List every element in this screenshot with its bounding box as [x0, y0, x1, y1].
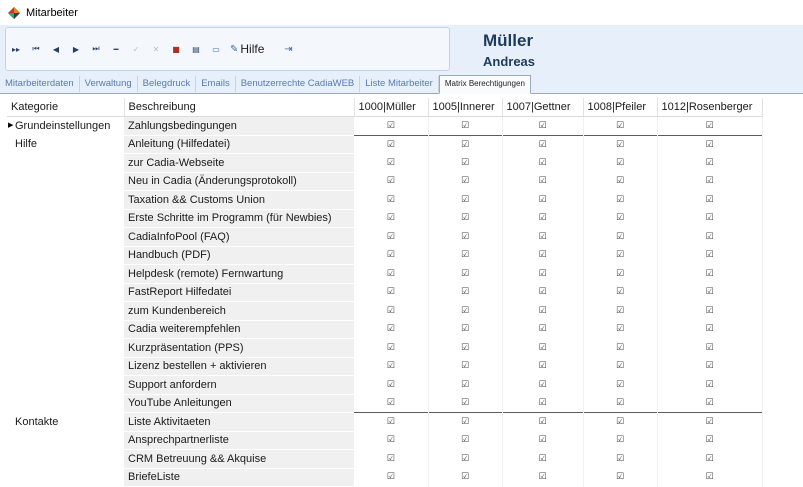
navigator-toolbar [5, 27, 450, 71]
table-row[interactable] [7, 320, 762, 339]
employee-last-name: Müller [483, 31, 534, 50]
description-cell: BriefeListe [124, 468, 354, 487]
permission-checkbox[interactable]: ☑ [502, 450, 583, 469]
permission-checkbox[interactable]: ☑ [657, 431, 762, 450]
permission-checkbox[interactable]: ☑ [354, 154, 428, 173]
permission-checkbox[interactable]: ☑ [657, 265, 762, 284]
permission-checkbox[interactable]: ☑ [657, 357, 762, 376]
permission-checkbox[interactable]: ☑ [428, 376, 502, 395]
permission-checkbox[interactable]: ☑ [502, 302, 583, 321]
permission-checkbox[interactable]: ☑ [583, 154, 657, 173]
table-row[interactable] [7, 339, 762, 358]
permission-checkbox[interactable]: ☑ [583, 246, 657, 265]
category-cell [7, 468, 124, 487]
permission-checkbox[interactable]: ☑ [657, 413, 762, 432]
permission-checkbox[interactable]: ☑ [354, 413, 428, 432]
delete-record-icon[interactable]: ━ [113, 44, 119, 54]
permission-checkbox[interactable]: ☑ [657, 154, 762, 173]
description-cell: Taxation && Customs Union [124, 191, 354, 210]
header-user-1012[interactable]: 1012|Rosenberger [657, 98, 762, 117]
table-row[interactable] [7, 468, 762, 487]
description-cell: Kurzpräsentation (PPS) [124, 339, 354, 358]
last-record-icon[interactable]: ⏭ [92, 44, 100, 53]
permission-checkbox[interactable]: ☑ [583, 357, 657, 376]
permission-checkbox[interactable]: ☑ [354, 320, 428, 339]
permission-checkbox[interactable]: ☑ [657, 283, 762, 302]
permission-checkbox[interactable]: ☑ [502, 431, 583, 450]
permission-checkbox[interactable]: ☑ [354, 117, 428, 136]
permission-checkbox[interactable]: ☑ [502, 154, 583, 173]
permission-checkbox[interactable]: ☑ [502, 357, 583, 376]
permission-checkbox[interactable]: ☑ [502, 283, 583, 302]
permission-checkbox[interactable]: ☑ [657, 172, 762, 191]
table-row[interactable] [7, 135, 762, 154]
table-row[interactable] [7, 413, 762, 432]
category-cell [7, 431, 124, 450]
permission-checkbox[interactable]: ☑ [583, 394, 657, 413]
title-bar [0, 0, 803, 25]
permission-checkbox[interactable]: ☑ [502, 339, 583, 358]
table-row[interactable] [7, 357, 762, 376]
description-cell: Lizenz bestellen + aktivieren [124, 357, 354, 376]
permission-checkbox[interactable]: ☑ [502, 320, 583, 339]
print-icon[interactable]: ▭ [212, 44, 220, 54]
permission-checkbox[interactable]: ☑ [428, 339, 502, 358]
employee-first-name: Andreas [483, 54, 536, 69]
permission-checkbox[interactable]: ☑ [583, 431, 657, 450]
next-record-icon[interactable]: ▶ [72, 44, 80, 54]
description-cell: Liste Aktivitaeten [124, 413, 354, 432]
permission-checkbox[interactable]: ☑ [502, 265, 583, 284]
description-cell: CRM Betreuung && Akquise [124, 450, 354, 469]
header-kategorie[interactable]: Kategorie [7, 98, 124, 117]
permission-checkbox[interactable]: ☑ [657, 394, 762, 413]
toolbar-area [0, 25, 803, 77]
category-cell [7, 228, 124, 247]
cancel-icon[interactable]: ✕ [152, 44, 160, 54]
category-cell [7, 265, 124, 284]
category-label: Grundeinstellungen [15, 120, 111, 132]
post-icon[interactable]: ✓ [132, 44, 140, 54]
category-cell [7, 339, 124, 358]
description-cell: Zahlungsbedingungen [124, 117, 354, 136]
category-cell [7, 209, 124, 228]
permission-checkbox[interactable]: ☑ [657, 228, 762, 247]
tab-verwaltung[interactable]: Verwaltung [80, 76, 138, 92]
permission-checkbox[interactable]: ☑ [657, 246, 762, 265]
tab-liste-mitarbeiter[interactable]: Liste Mitarbeiter [360, 76, 439, 92]
description-cell: FastReport Hilfedatei [124, 283, 354, 302]
table-row[interactable] [7, 172, 762, 191]
table-row[interactable] [7, 246, 762, 265]
description-cell: Handbuch (PDF) [124, 246, 354, 265]
permission-checkbox[interactable]: ☑ [657, 468, 762, 487]
permission-checkbox[interactable]: ☑ [583, 339, 657, 358]
tab-matrix-berechtigungen[interactable]: Matrix Berechtigungen [439, 75, 531, 94]
tab-mitarbeiterdaten[interactable]: Mitarbeiterdaten [0, 76, 80, 92]
category-cell [7, 135, 124, 154]
permission-checkbox[interactable]: ☑ [428, 357, 502, 376]
first-record-icon[interactable]: ⏮ [32, 44, 40, 53]
category-cell [7, 376, 124, 395]
help-label: Hilfe [240, 42, 265, 56]
permission-checkbox[interactable]: ☑ [428, 228, 502, 247]
permission-checkbox[interactable]: ☑ [428, 191, 502, 210]
permission-checkbox[interactable]: ☑ [428, 431, 502, 450]
employee-name-block [483, 31, 535, 71]
category-cell [7, 302, 124, 321]
category-cell [7, 172, 124, 191]
table-row[interactable] [7, 376, 762, 395]
permission-checkbox[interactable]: ☑ [428, 394, 502, 413]
permission-checkbox[interactable]: ☑ [428, 209, 502, 228]
permission-checkbox[interactable]: ☑ [657, 135, 762, 154]
permission-checkbox[interactable]: ☑ [583, 283, 657, 302]
category-cell [7, 154, 124, 173]
prior-record-icon[interactable]: ◀ [52, 44, 60, 54]
category-cell [7, 357, 124, 376]
header-user-1000[interactable]: 1000|Müller [354, 98, 428, 117]
permission-checkbox[interactable]: ☑ [502, 209, 583, 228]
permission-checkbox[interactable]: ☑ [502, 246, 583, 265]
permission-checkbox[interactable]: ☑ [583, 172, 657, 191]
description-cell: CadiaInfoPool (FAQ) [124, 228, 354, 247]
category-cell [7, 246, 124, 265]
window-title: Mitarbeiter [26, 6, 78, 19]
category-cell [7, 117, 124, 136]
table-row[interactable] [7, 209, 762, 228]
permission-checkbox[interactable]: ☑ [354, 394, 428, 413]
table-row[interactable] [7, 117, 762, 136]
app-logo-icon [8, 7, 20, 19]
permission-checkbox[interactable]: ☑ [657, 191, 762, 210]
permission-checkbox[interactable]: ☑ [428, 135, 502, 154]
permission-checkbox[interactable]: ☑ [502, 468, 583, 487]
permission-checkbox[interactable]: ☑ [354, 450, 428, 469]
permission-checkbox[interactable]: ☑ [502, 376, 583, 395]
category-cell [7, 320, 124, 339]
permission-checkbox[interactable]: ☑ [657, 320, 762, 339]
preview-icon[interactable]: ▤ [192, 44, 200, 54]
category-cell [7, 191, 124, 210]
permission-checkbox[interactable]: ☑ [354, 302, 428, 321]
help-icon: ✎ [230, 43, 239, 55]
category-label: Kontakte [15, 415, 59, 428]
permission-checkbox[interactable]: ☑ [428, 265, 502, 284]
expand-icon[interactable]: ▸▸ [11, 44, 21, 54]
permission-checkbox[interactable]: ☑ [657, 302, 762, 321]
permission-checkbox[interactable]: ☑ [354, 135, 428, 154]
table-row[interactable] [7, 431, 762, 450]
permission-checkbox[interactable]: ☑ [583, 191, 657, 210]
description-cell: Ansprechpartnerliste [124, 431, 354, 450]
table-row[interactable] [7, 228, 762, 247]
permission-checkbox[interactable]: ☑ [502, 413, 583, 432]
permission-checkbox[interactable]: ☑ [583, 302, 657, 321]
description-cell: zum Kundenbereich [124, 302, 354, 321]
permission-checkbox[interactable]: ☑ [657, 376, 762, 395]
category-cell [7, 450, 124, 469]
permission-checkbox[interactable]: ☑ [354, 376, 428, 395]
permission-checkbox[interactable]: ☑ [428, 450, 502, 469]
permission-checkbox[interactable]: ☑ [354, 431, 428, 450]
exit-icon[interactable]: ⇥ [284, 43, 293, 55]
table-row[interactable] [7, 394, 762, 413]
permission-checkbox[interactable]: ☑ [354, 228, 428, 247]
header-user-1005[interactable]: 1005|Innerer [428, 98, 502, 117]
permission-checkbox[interactable]: ☑ [502, 191, 583, 210]
permission-checkbox[interactable]: ☑ [583, 413, 657, 432]
permission-checkbox[interactable]: ☑ [583, 209, 657, 228]
permission-checkbox[interactable]: ☑ [354, 246, 428, 265]
table-row[interactable] [7, 154, 762, 173]
category-cell [7, 283, 124, 302]
description-cell: Erste Schritte im Programm (für Newbies) [124, 209, 354, 228]
permission-checkbox[interactable]: ☑ [583, 320, 657, 339]
permission-checkbox[interactable]: ☑ [583, 117, 657, 136]
permission-checkbox[interactable]: ☑ [354, 172, 428, 191]
permission-checkbox[interactable]: ☑ [428, 117, 502, 136]
table-row[interactable] [7, 191, 762, 210]
permission-checkbox[interactable]: ☑ [428, 246, 502, 265]
permission-checkbox[interactable]: ☑ [428, 468, 502, 487]
permission-checkbox[interactable]: ☑ [502, 394, 583, 413]
permission-checkbox[interactable]: ☑ [354, 265, 428, 284]
permission-checkbox[interactable]: ☑ [583, 135, 657, 154]
description-cell: Helpdesk (remote) Fernwartung [124, 265, 354, 284]
permission-checkbox[interactable]: ☑ [354, 209, 428, 228]
category-cell [7, 413, 124, 432]
permission-checkbox[interactable]: ☑ [428, 302, 502, 321]
description-cell: Cadia weiterempfehlen [124, 320, 354, 339]
table-row[interactable] [7, 265, 762, 284]
grid-body [7, 117, 762, 487]
permission-checkbox[interactable]: ☑ [657, 117, 762, 136]
permission-checkbox[interactable]: ☑ [583, 265, 657, 284]
permission-checkbox[interactable]: ☑ [428, 320, 502, 339]
permission-checkbox[interactable]: ☑ [502, 135, 583, 154]
permission-checkbox[interactable]: ☑ [502, 117, 583, 136]
description-cell: Support anfordern [124, 376, 354, 395]
permission-checkbox[interactable]: ☑ [583, 228, 657, 247]
permission-checkbox[interactable]: ☑ [354, 357, 428, 376]
header-beschreibung[interactable]: Beschreibung [124, 98, 354, 117]
permission-checkbox[interactable]: ☑ [354, 468, 428, 487]
permission-checkbox[interactable]: ☑ [502, 172, 583, 191]
permission-checkbox[interactable]: ☑ [428, 154, 502, 173]
tab-benutzerrechte-cadiaweb[interactable]: Benutzerrechte CadiaWEB [236, 76, 361, 92]
description-cell: YouTube Anleitungen [124, 394, 354, 413]
permission-checkbox[interactable]: ☑ [428, 283, 502, 302]
tab-belegdruck[interactable]: Belegdruck [138, 76, 197, 92]
help-button[interactable] [230, 42, 264, 56]
permission-checkbox[interactable]: ☑ [502, 228, 583, 247]
description-cell: Neu in Cadia (Änderungsprotokoll) [124, 172, 354, 191]
category-label: Hilfe [15, 138, 38, 151]
permission-checkbox[interactable]: ☑ [428, 413, 502, 432]
current-row-indicator-icon: ▶ [8, 121, 14, 129]
header-row [7, 98, 762, 117]
category-cell [7, 394, 124, 413]
permission-checkbox[interactable]: ☑ [583, 450, 657, 469]
permission-matrix-grid [7, 98, 803, 484]
permission-checkbox[interactable]: ☑ [354, 191, 428, 210]
permission-checkbox[interactable]: ☑ [657, 339, 762, 358]
table-row[interactable] [7, 302, 762, 321]
table-row[interactable] [7, 283, 762, 302]
permission-checkbox[interactable]: ☑ [428, 172, 502, 191]
permission-table [7, 98, 763, 487]
permission-checkbox[interactable]: ☑ [657, 450, 762, 469]
permission-checkbox[interactable]: ☑ [354, 283, 428, 302]
tab-bar [0, 76, 803, 94]
description-cell: zur Cadia-Webseite [124, 154, 354, 173]
permission-checkbox[interactable]: ☑ [354, 339, 428, 358]
header-user-1008[interactable]: 1008|Pfeiler [583, 98, 657, 117]
permission-checkbox[interactable]: ☑ [657, 209, 762, 228]
tab-emails[interactable]: Emails [196, 76, 236, 92]
permission-checkbox[interactable]: ☑ [583, 468, 657, 487]
permission-checkbox[interactable]: ☑ [583, 376, 657, 395]
table-row[interactable] [7, 450, 762, 469]
description-cell: Anleitung (Hilfedatei) [124, 135, 354, 154]
header-user-1007[interactable]: 1007|Gettner [502, 98, 583, 117]
save-icon[interactable]: ■ [172, 44, 180, 54]
